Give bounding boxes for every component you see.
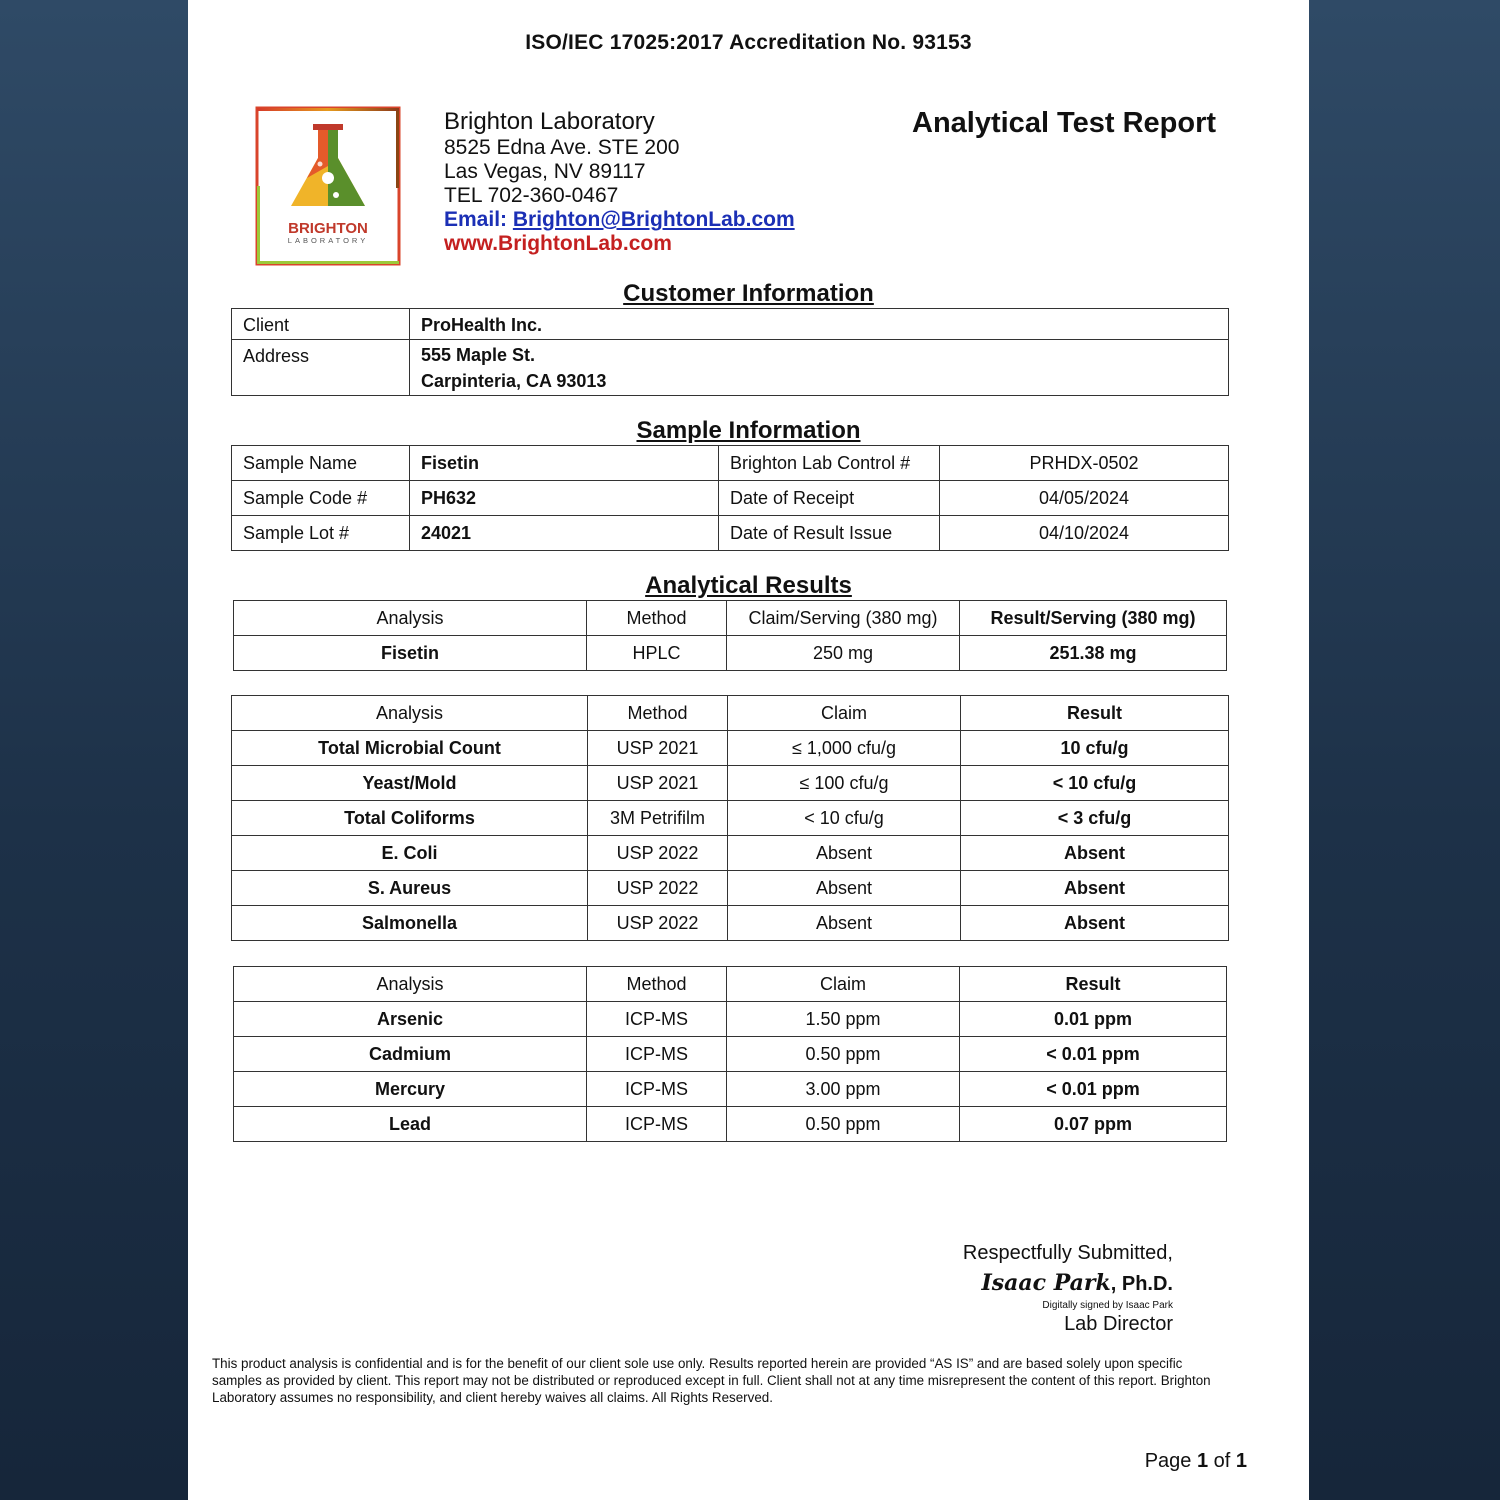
address-label: Address	[232, 340, 410, 396]
claim-cell: < 10 cfu/g	[728, 801, 961, 836]
sample-name-label: Sample Name	[232, 446, 410, 481]
control-number-value: PRHDX-0502	[940, 446, 1229, 481]
method-cell: USP 2021	[588, 766, 728, 801]
table-row	[232, 516, 1229, 551]
claim-cell: 1.50 ppm	[727, 1002, 960, 1037]
result-cell: 0.07 ppm	[960, 1107, 1227, 1142]
digital-signature-note: Digitally signed by Isaac Park	[1042, 1300, 1173, 1311]
result-cell: < 3 cfu/g	[961, 801, 1229, 836]
table-row	[232, 766, 1229, 801]
svg-text:LABORATORY: LABORATORY	[287, 236, 369, 245]
table-row	[232, 871, 1229, 906]
column-header: Method	[587, 601, 727, 636]
analysis-cell: Salmonella	[232, 906, 588, 941]
customer-info-table	[231, 308, 1229, 396]
result-cell: 0.01 ppm	[960, 1002, 1227, 1037]
page-number	[1145, 1450, 1247, 1473]
lab-address-line1: 8525 Edna Ave. STE 200	[444, 136, 680, 159]
method-cell: ICP-MS	[587, 1037, 727, 1072]
method-cell: USP 2022	[588, 906, 728, 941]
receipt-date-value: 04/05/2024	[940, 481, 1229, 516]
column-header: Result/Serving (380 mg)	[960, 601, 1227, 636]
brighton-logo	[255, 106, 401, 266]
column-header: Result	[961, 696, 1229, 731]
analysis-cell: Fisetin	[234, 636, 587, 671]
table-header-row	[234, 967, 1227, 1002]
column-header: Analysis	[234, 601, 587, 636]
method-cell: 3M Petrifilm	[588, 801, 728, 836]
signature-suffix: , Ph.D.	[1110, 1273, 1173, 1295]
column-header: Result	[960, 967, 1227, 1002]
analysis-cell: Total Coliforms	[232, 801, 588, 836]
table-row	[232, 446, 1229, 481]
claim-cell: ≤ 100 cfu/g	[728, 766, 961, 801]
method-cell: USP 2022	[588, 871, 728, 906]
method-cell: USP 2021	[588, 731, 728, 766]
signature-line	[963, 1268, 1173, 1299]
column-header: Method	[588, 696, 728, 731]
receipt-date-label: Date of Receipt	[719, 481, 940, 516]
page-total: 1	[1235, 1450, 1247, 1472]
table-row	[232, 836, 1229, 871]
potency-table	[233, 600, 1227, 671]
control-number-label: Brighton Lab Control #	[719, 446, 940, 481]
report-page	[188, 0, 1309, 1500]
lab-phone: TEL 702-360-0467	[444, 184, 619, 207]
report-title: Analytical Test Report	[912, 107, 1217, 139]
column-header: Claim	[728, 696, 961, 731]
column-header: Analysis	[234, 967, 587, 1002]
issue-date-value: 04/10/2024	[940, 516, 1229, 551]
table-row	[234, 636, 1227, 671]
table-row	[232, 309, 1229, 340]
sample-lot-value: 24021	[410, 516, 719, 551]
client-value: ProHealth Inc.	[410, 309, 1229, 340]
heavy-metals-table	[233, 966, 1227, 1142]
lab-name: Brighton Laboratory	[444, 108, 655, 135]
analysis-cell: S. Aureus	[232, 871, 588, 906]
claim-cell: 0.50 ppm	[727, 1107, 960, 1142]
svg-text:BRIGHTON: BRIGHTON	[288, 220, 368, 237]
address-line2: Carpinteria, CA 93013	[421, 371, 607, 391]
claim-cell: Absent	[728, 836, 961, 871]
customer-info-title: Customer Information	[623, 280, 874, 307]
analytical-results-title: Analytical Results	[645, 572, 852, 599]
method-cell: ICP-MS	[587, 1107, 727, 1142]
sample-name-value: Fisetin	[410, 446, 719, 481]
result-cell: < 0.01 ppm	[960, 1037, 1227, 1072]
method-cell: USP 2022	[588, 836, 728, 871]
table-row	[232, 731, 1229, 766]
column-header: Method	[587, 967, 727, 1002]
result-cell: Absent	[961, 906, 1229, 941]
table-header-row	[232, 696, 1229, 731]
claim-cell: 0.50 ppm	[727, 1037, 960, 1072]
method-cell: HPLC	[587, 636, 727, 671]
analysis-cell: Lead	[234, 1107, 587, 1142]
lab-contact-block	[444, 110, 795, 256]
table-row	[232, 340, 1229, 396]
table-row	[234, 1072, 1227, 1107]
claim-cell: ≤ 1,000 cfu/g	[728, 731, 961, 766]
signature-name: Isaac Park	[981, 1270, 1111, 1296]
column-header: Claim	[727, 967, 960, 1002]
client-label: Client	[232, 309, 410, 340]
table-header-row	[234, 601, 1227, 636]
closing-text: Respectfully Submitted,	[962, 1242, 1173, 1264]
result-cell: < 0.01 ppm	[960, 1072, 1227, 1107]
sample-lot-label: Sample Lot #	[232, 516, 410, 551]
table-row	[234, 1107, 1227, 1142]
result-cell: < 10 cfu/g	[961, 766, 1229, 801]
table-row	[234, 1002, 1227, 1037]
analysis-cell: Cadmium	[234, 1037, 587, 1072]
address-line1: 555 Maple St.	[421, 345, 536, 365]
signer-role: Lab Director	[1064, 1313, 1173, 1335]
claim-cell: Absent	[728, 906, 961, 941]
disclaimer-text: This product analysis is confidential and is for the benefit of our client sole use only. Results reported herein are provided “AS IS” and are based solely upon specific samples as provided by client. This report may not be distributed or reproduced except in full. Client shall not at any time misrepresent the content of this report. Brighton Laboratory assumes no responsibility, and client hereby waives all claims. All Rights Reserved.	[212, 1356, 1211, 1405]
column-header: Analysis	[232, 696, 588, 731]
column-header: Claim/Serving (380 mg)	[727, 601, 960, 636]
result-cell: 10 cfu/g	[961, 731, 1229, 766]
table-row	[232, 906, 1229, 941]
issue-date-label: Date of Result Issue	[719, 516, 940, 551]
table-row	[232, 801, 1229, 836]
analysis-cell: Arsenic	[234, 1002, 587, 1037]
sample-info-table	[231, 445, 1229, 551]
page-label: Page	[1144, 1450, 1197, 1472]
lab-website-link[interactable]: www.BrightonLab.com	[444, 232, 672, 255]
claim-cell: Absent	[728, 871, 961, 906]
result-cell: 251.38 mg	[960, 636, 1227, 671]
sample-code-value: PH632	[410, 481, 719, 516]
analysis-cell: Mercury	[234, 1072, 587, 1107]
page-of: of	[1208, 1450, 1236, 1472]
claim-cell: 3.00 ppm	[727, 1072, 960, 1107]
address-value	[410, 340, 1229, 396]
result-cell: Absent	[961, 836, 1229, 871]
accreditation-header: ISO/IEC 17025:2017 Accreditation No. 93153	[525, 31, 972, 54]
analysis-cell: E. Coli	[232, 836, 588, 871]
method-cell: ICP-MS	[587, 1002, 727, 1037]
table-row	[232, 481, 1229, 516]
analysis-cell: Yeast/Mold	[232, 766, 588, 801]
signature-block	[963, 1238, 1173, 1335]
email-label: Email:	[444, 208, 513, 231]
table-row	[234, 1037, 1227, 1072]
sample-info-title: Sample Information	[636, 417, 861, 444]
microbial-table	[231, 695, 1229, 941]
claim-cell: 250 mg	[727, 636, 960, 671]
sample-code-label: Sample Code #	[232, 481, 410, 516]
analysis-cell: Total Microbial Count	[232, 731, 588, 766]
lab-email-row	[444, 208, 795, 232]
page-current: 1	[1196, 1450, 1209, 1472]
method-cell: ICP-MS	[587, 1072, 727, 1107]
email-link[interactable]: Brighton@BrightonLab.com	[512, 208, 795, 231]
lab-address-line2: Las Vegas, NV 89117	[444, 160, 646, 183]
result-cell: Absent	[961, 871, 1229, 906]
